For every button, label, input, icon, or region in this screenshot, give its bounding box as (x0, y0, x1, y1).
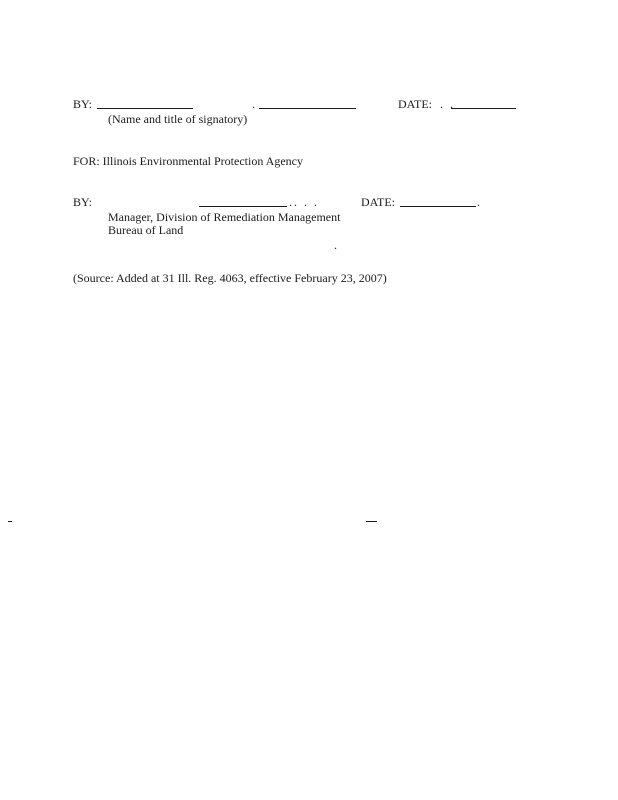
date-line (451, 108, 516, 109)
scan-mark (8, 521, 12, 522)
scan-mark (366, 521, 377, 522)
dot-mark: . (252, 97, 257, 111)
signatory-caption: (Name and title of signatory) (108, 112, 248, 126)
dot-mark: .. . . (289, 195, 319, 209)
source-note: (Source: Added at 31 Ill. Reg. 4063, effective February 23, 2007) (73, 271, 387, 285)
dot-mark: . (477, 195, 482, 209)
date-label: DATE: (398, 97, 432, 111)
bureau-name: Bureau of Land (108, 223, 184, 237)
date-line (400, 206, 476, 207)
by-label: BY: (73, 195, 92, 209)
date-label: DATE: (361, 195, 395, 209)
by-label: BY: (73, 97, 92, 111)
dot-mark: . (334, 238, 339, 252)
manager-title: Manager, Division of Remediation Management (108, 210, 341, 224)
signature-line (199, 206, 287, 207)
agency-line: FOR: Illinois Environmental Protection Agency (73, 154, 303, 168)
dot-mark: . . (440, 97, 455, 111)
signature-line (259, 108, 356, 109)
signature-line (97, 108, 193, 109)
